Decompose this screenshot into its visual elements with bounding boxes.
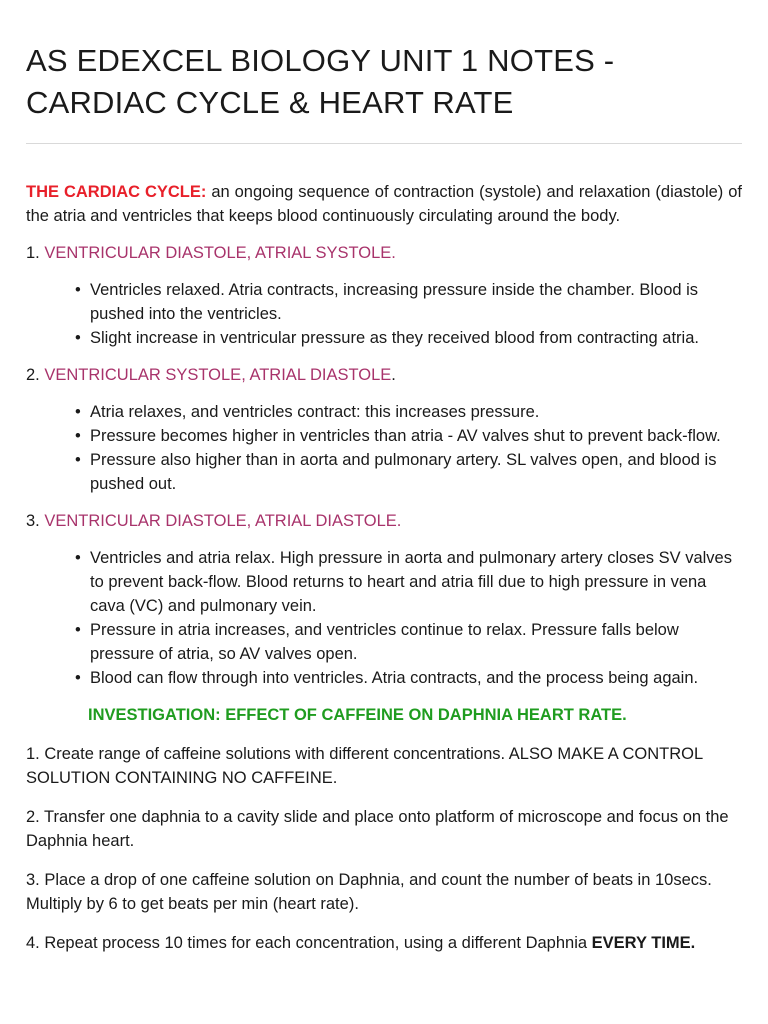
intro-text: an ongoing sequence of contraction (systole) and relaxation (diastole) of the atria and ventricles that keeps blood continuously circulating around the body. [26,183,742,225]
phase-title: VENTRICULAR DIASTOLE, ATRIAL DIASTOLE. [44,512,402,530]
phase-2-heading [26,363,742,387]
phase-2-bullets [26,400,742,496]
bullet-item: • Ventricles relaxed. Atria contracts, increasing pressure inside the chamber. Blood is pushed into the ventricles. [90,278,742,326]
step-text: 3. Place a drop of one caffeine solution on Daphnia, and count the number of beats in 10secs. Multiply by 6 to get beats per min (heart rate). [26,871,712,913]
investigation-step-2 [26,805,742,853]
step-text: 1. Create range of caffeine solutions with different concentrations. ALSO MAKE A CONTROL SOLUTION CONTAINING NO CAFFEINE. [26,745,703,787]
bullet-item: • Pressure also higher than in aorta and pulmonary artery. SL valves open, and blood is pushed out. [90,448,742,496]
intro-term: THE CARDIAC CYCLE: [26,183,207,201]
phase-title: VENTRICULAR SYSTOLE, ATRIAL DIASTOLE [44,366,392,384]
phase-suffix: . [391,366,396,384]
phase-number: 3. [26,512,45,530]
bullet-item: • Slight increase in ventricular pressure as they received blood from contracting atria. [90,326,742,350]
step-bold-text: EVERY TIME. [591,934,696,952]
page-title [26,0,742,124]
investigation-heading: INVESTIGATION: EFFECT OF CAFFEINE ON DAPHNIA HEART RATE. [88,706,627,724]
bullet-item: • Blood can flow through into ventricles. Atria contracts, and the process being again. [90,666,742,690]
phase-1-heading [26,241,742,265]
phase-number: 1. [26,244,45,262]
title-divider [26,143,742,144]
title-line-1: AS EDEXCEL BIOLOGY UNIT 1 NOTES - [26,43,615,78]
phase-3-heading [26,509,742,533]
step-text: 4. Repeat process 10 times for each concentration, using a different Daphnia [26,934,592,952]
phase-1-bullets [26,278,742,350]
title-line-2: CARDIAC CYCLE & HEART RATE [26,85,514,120]
step-text: 2. Transfer one daphnia to a cavity slide and place onto platform of microscope and focus on the Daphnia heart. [26,808,729,850]
bullet-item: • Pressure becomes higher in ventricles than atria - AV valves shut to prevent back-flow. [90,424,742,448]
investigation-step-1 [26,742,742,790]
investigation-step-4 [26,931,742,955]
bullet-item: • Pressure in atria increases, and ventricles continue to relax. Pressure falls below pressure of atria, so AV valves open. [90,618,742,666]
bullet-item: • Atria relaxes, and ventricles contract: this increases pressure. [90,400,742,424]
phase-title: VENTRICULAR DIASTOLE, ATRIAL SYSTOLE. [44,244,396,262]
phase-number: 2. [26,366,45,384]
phase-3-bullets [26,546,742,690]
bullet-item: • Ventricles and atria relax. High pressure in aorta and pulmonary artery closes SV valves to prevent back-flow. Blood returns to heart and atria fill due to high pressure in vena cava (VC) and pulmonary vein. [90,546,742,618]
intro-paragraph [26,180,742,228]
investigation-step-3 [26,868,742,916]
